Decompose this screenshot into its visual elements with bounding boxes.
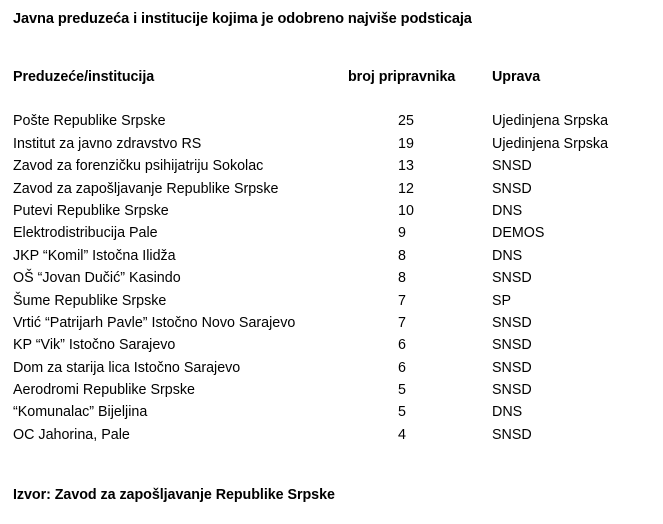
cell-admin: SNSD bbox=[492, 337, 532, 354]
table-body bbox=[0, 110, 663, 446]
table-row bbox=[0, 424, 663, 446]
table-row bbox=[0, 245, 663, 267]
cell-count: 5 bbox=[398, 404, 406, 421]
cell-institution: OŠ “Jovan Dučić” Kasindo bbox=[13, 270, 181, 287]
cell-admin: DEMOS bbox=[492, 225, 545, 242]
cell-admin: SNSD bbox=[492, 382, 532, 399]
table-row bbox=[0, 379, 663, 401]
table-row bbox=[0, 357, 663, 379]
cell-admin: Ujedinjena Srpska bbox=[492, 135, 609, 152]
cell-admin: DNS bbox=[492, 247, 523, 264]
table-row bbox=[0, 178, 663, 200]
table-header-row bbox=[0, 66, 663, 88]
cell-count: 19 bbox=[398, 135, 414, 152]
table-row bbox=[0, 312, 663, 334]
header-body-gap bbox=[0, 88, 663, 110]
column-header-admin: Uprava bbox=[492, 69, 541, 85]
cell-admin: SNSD bbox=[492, 314, 532, 331]
cell-institution: Vrtić “Patrijarh Pavle” Istočno Novo Sarajevo bbox=[13, 314, 296, 331]
table-row bbox=[0, 290, 663, 312]
cell-count: 9 bbox=[398, 225, 406, 242]
table-row bbox=[0, 155, 663, 177]
cell-admin: DNS bbox=[492, 404, 523, 421]
table-row bbox=[0, 133, 663, 155]
cell-count: 25 bbox=[398, 113, 414, 130]
cell-institution: Zavod za forenzičku psihijatriju Sokolac bbox=[13, 158, 264, 175]
cell-institution: Institut za javno zdravstvo RS bbox=[13, 135, 202, 152]
cell-institution: Elektrodistribucija Pale bbox=[13, 225, 158, 242]
table-row bbox=[0, 222, 663, 244]
cell-admin: SNSD bbox=[492, 426, 532, 443]
cell-count: 12 bbox=[398, 180, 414, 197]
column-header-count: broj pripravnika bbox=[348, 69, 456, 85]
table-row bbox=[0, 200, 663, 222]
cell-institution: Pošte Republike Srpske bbox=[13, 113, 166, 130]
cell-institution: Dom za starija lica Istočno Sarajevo bbox=[13, 359, 241, 376]
cell-institution: Aerodromi Republike Srpske bbox=[13, 382, 195, 399]
data-table bbox=[0, 66, 663, 446]
cell-count: 4 bbox=[398, 426, 406, 443]
cell-admin: SNSD bbox=[492, 158, 532, 175]
cell-institution: Šume Republike Srpske bbox=[13, 292, 167, 309]
cell-institution: “Komunalac” Bijeljina bbox=[13, 404, 148, 421]
cell-institution: JKP “Komil” Istočna Ilidža bbox=[13, 247, 176, 264]
page-title: Javna preduzeća i institucije kojima je odobreno najviše podsticaja bbox=[13, 11, 472, 27]
cell-admin: DNS bbox=[492, 202, 523, 219]
cell-count: 13 bbox=[398, 158, 414, 175]
cell-count: 5 bbox=[398, 382, 406, 399]
cell-count: 8 bbox=[398, 247, 406, 264]
cell-count: 6 bbox=[398, 337, 406, 354]
table-row bbox=[0, 334, 663, 356]
table-row bbox=[0, 110, 663, 132]
cell-admin: SP bbox=[492, 292, 512, 309]
cell-count: 8 bbox=[398, 270, 406, 287]
column-header-name: Preduzeće/institucija bbox=[13, 69, 155, 85]
cell-count: 7 bbox=[398, 292, 406, 309]
cell-institution: KP “Vik” Istočno Sarajevo bbox=[13, 337, 176, 354]
cell-admin: SNSD bbox=[492, 359, 532, 376]
cell-count: 6 bbox=[398, 359, 406, 376]
table-row bbox=[0, 267, 663, 289]
cell-admin: SNSD bbox=[492, 270, 532, 287]
cell-institution: OC Jahorina, Pale bbox=[13, 426, 130, 443]
table-row bbox=[0, 401, 663, 423]
cell-count: 10 bbox=[398, 202, 414, 219]
cell-institution: Zavod za zapošljavanje Republike Srpske bbox=[13, 180, 279, 197]
cell-count: 7 bbox=[398, 314, 406, 331]
cell-admin: Ujedinjena Srpska bbox=[492, 113, 609, 130]
source-note: Izvor: Zavod za zapošljavanje Republike Srpske bbox=[13, 487, 335, 503]
cell-institution: Putevi Republike Srpske bbox=[13, 202, 169, 219]
cell-admin: SNSD bbox=[492, 180, 532, 197]
